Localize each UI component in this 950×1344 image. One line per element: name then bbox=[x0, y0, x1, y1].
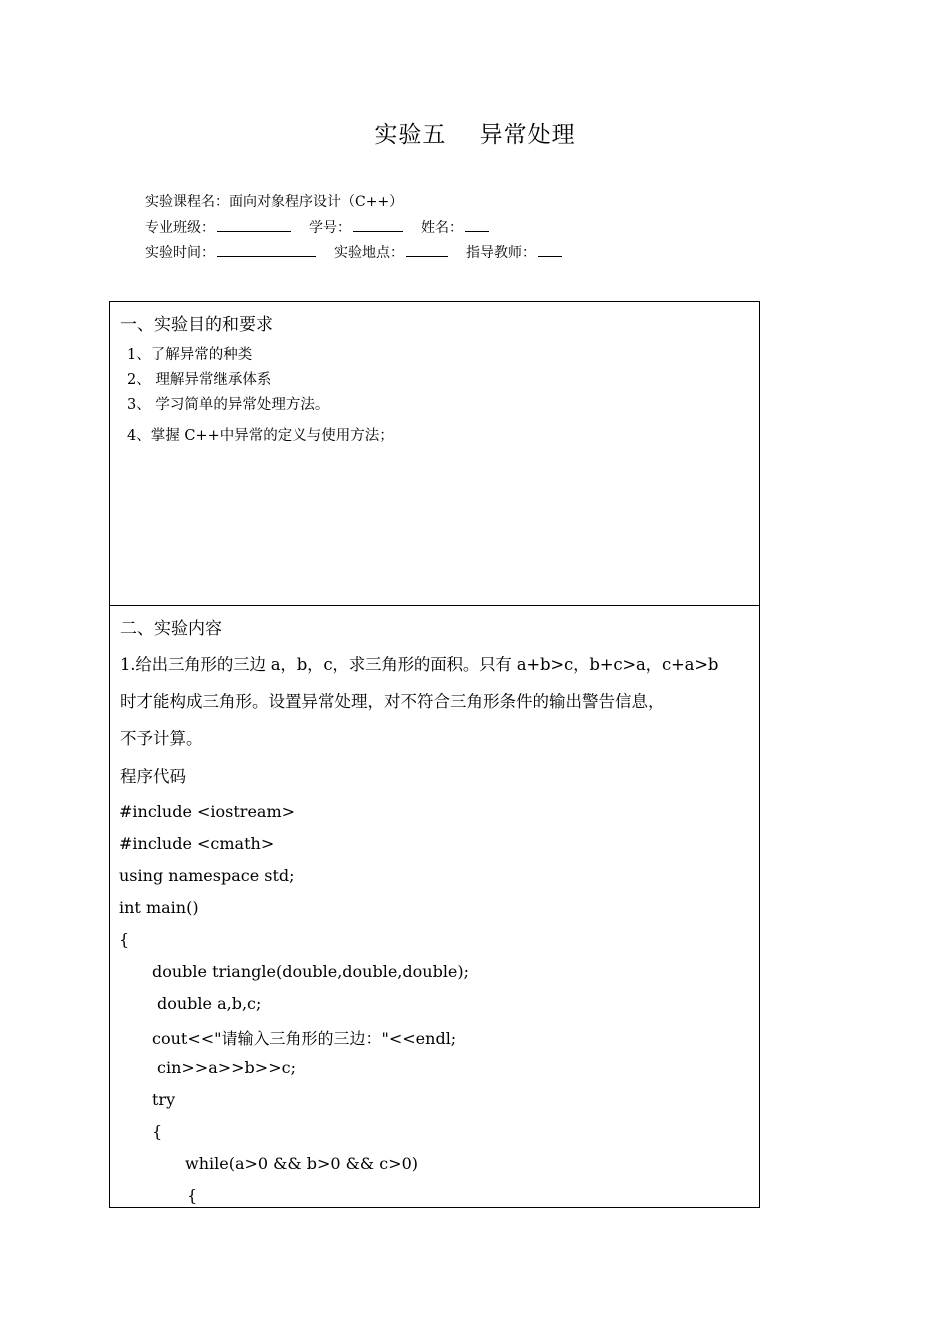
teacher-blank bbox=[538, 242, 562, 257]
section-content bbox=[110, 606, 759, 1207]
code-line: double triangle(double,double,double); bbox=[152, 962, 470, 981]
section2-heading: 二、实验内容 bbox=[120, 619, 222, 639]
course-label: 实验课程名：面向对象程序设计（C++） bbox=[145, 194, 404, 210]
class-label: 专业班级： bbox=[145, 220, 215, 236]
problem-line: 时才能构成三角形。设置异常处理，对不符合三角形条件的输出警告信息， bbox=[120, 692, 665, 711]
problem-line: 1.给出三角形的三边 a，b，c，求三角形的面积。只有 a+b>c，b+c>a，c+a>b bbox=[120, 655, 719, 674]
code-line: cout<<"请输入三角形的三边："<<endl; bbox=[152, 1029, 457, 1048]
code-line: using namespace std; bbox=[119, 866, 295, 885]
objective-item: 3、 学习简单的异常处理方法。 bbox=[127, 397, 330, 413]
objective-item: 1、了解异常的种类 bbox=[127, 347, 253, 363]
code-line: #include <cmath> bbox=[119, 834, 275, 853]
code-line: { bbox=[152, 1122, 163, 1141]
time-blank bbox=[217, 242, 316, 257]
code-line: int main() bbox=[119, 898, 199, 917]
problem-line: 不予计算。 bbox=[120, 729, 203, 748]
name-blank bbox=[465, 217, 489, 232]
document-title: 实验五 异常处理 bbox=[374, 122, 576, 148]
code-line: double a,b,c; bbox=[157, 994, 262, 1013]
code-line: cin>>a>>b>>c; bbox=[157, 1058, 296, 1077]
student-id-label: 学号： bbox=[309, 220, 351, 236]
section1-heading: 一、实验目的和要求 bbox=[120, 315, 273, 335]
code-heading: 程序代码 bbox=[120, 767, 186, 786]
time-line bbox=[145, 242, 564, 263]
class-line bbox=[145, 217, 491, 238]
time-label: 实验时间： bbox=[145, 245, 215, 261]
code-line: #include <iostream> bbox=[119, 802, 296, 821]
location-label: 实验地点： bbox=[334, 245, 404, 261]
report-table bbox=[109, 301, 760, 1208]
code-line: try bbox=[152, 1090, 176, 1109]
objective-item: 4、掌握 C++中异常的定义与使用方法； bbox=[127, 428, 394, 444]
objective-item: 2、 理解异常继承体系 bbox=[127, 372, 272, 388]
class-blank bbox=[217, 217, 291, 232]
code-line: { bbox=[119, 930, 130, 949]
teacher-label: 指导教师： bbox=[466, 245, 536, 261]
student-id-blank bbox=[353, 217, 403, 232]
code-line: { bbox=[187, 1186, 198, 1205]
section-objectives bbox=[110, 302, 759, 606]
location-blank bbox=[406, 242, 448, 257]
course-line bbox=[145, 192, 403, 212]
name-label: 姓名： bbox=[421, 220, 463, 236]
code-line: while(a>0 && b>0 && c>0) bbox=[185, 1154, 418, 1173]
